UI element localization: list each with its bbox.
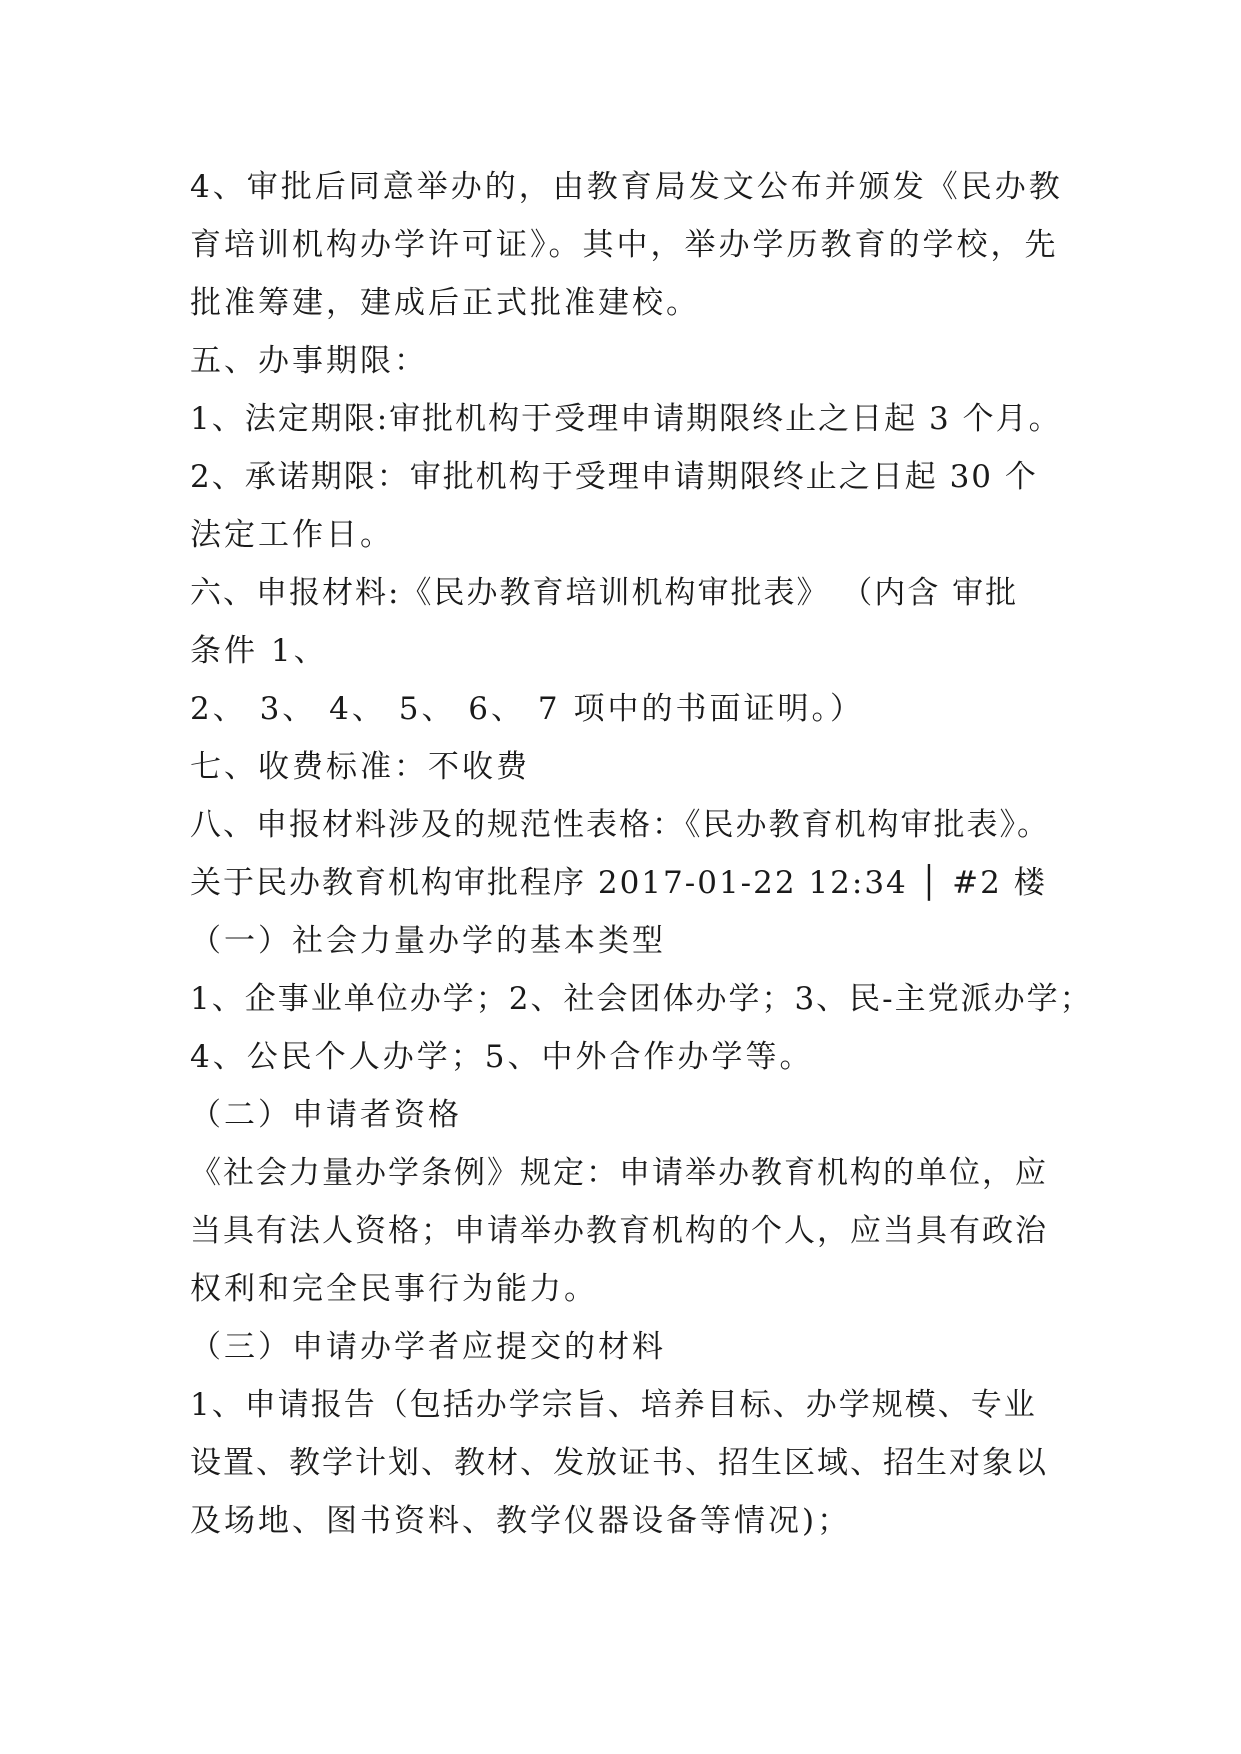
subsection-heading-3: （三）申请办学者应提交的材料	[190, 1329, 666, 1365]
text-line: 育培训机构办学许可证》。其中，举办学历教育的学校，先	[190, 227, 1059, 263]
text-line: 条件 1、	[190, 633, 328, 669]
text-line: 及场地、图书资料、教学仪器设备等情况)；	[190, 1503, 852, 1539]
section-heading-6: 六、申报材料:《民办教育培训机构审批表》 （内含 审批	[190, 575, 1019, 611]
text-line: 4、公民个人办学；5、中外合作办学等。	[190, 1039, 814, 1075]
text-line: 权利和完全民事行为能力。	[190, 1271, 598, 1307]
text-line: 法定工作日。	[190, 517, 394, 553]
text-line: 4、审批后同意举办的，由教育局发文公布并颁发《民办教	[190, 169, 1063, 205]
text-line: 批准筹建，建成后正式批准建校。	[190, 285, 700, 321]
text-line: 2、 3、 4、 5、 6、 7 项中的书面证明。）	[190, 691, 864, 727]
post-header: 关于民办教育机构审批程序 2017-01-22 12:34 │ #2 楼	[190, 865, 1047, 901]
subsection-heading-1: （一）社会力量办学的基本类型	[190, 923, 666, 959]
subsection-heading-2: （二）申请者资格	[190, 1097, 462, 1133]
text-line: 2、承诺期限：审批机构于受理申请期限终止之日起 30 个	[190, 459, 1038, 495]
text-line: 1、法定期限:审批机构于受理申请期限终止之日起 3 个月。	[190, 401, 1062, 437]
text-line: 设置、教学计划、教材、发放证书、招生区域、招生对象以	[190, 1445, 1048, 1481]
text-line: 1、申请报告（包括办学宗旨、培养目标、办学规模、专业	[190, 1387, 1037, 1423]
section-heading-7: 七、收费标准：不收费	[190, 749, 530, 785]
document-body	[190, 158, 1093, 1550]
text-line: 1、企事业单位办学；2、社会团体办学；3、民-主党派办学；	[190, 981, 1093, 1017]
section-heading-8: 八、申报材料涉及的规范性表格：《民办教育机构审批表》。	[190, 807, 1050, 843]
text-line: 当具有法人资格；申请举办教育机构的个人，应当具有政治	[190, 1213, 1048, 1249]
section-heading-5: 五、办事期限：	[190, 343, 428, 379]
text-line: 《社会力量办学条例》规定：申请举办教育机构的单位，应	[190, 1155, 1048, 1191]
